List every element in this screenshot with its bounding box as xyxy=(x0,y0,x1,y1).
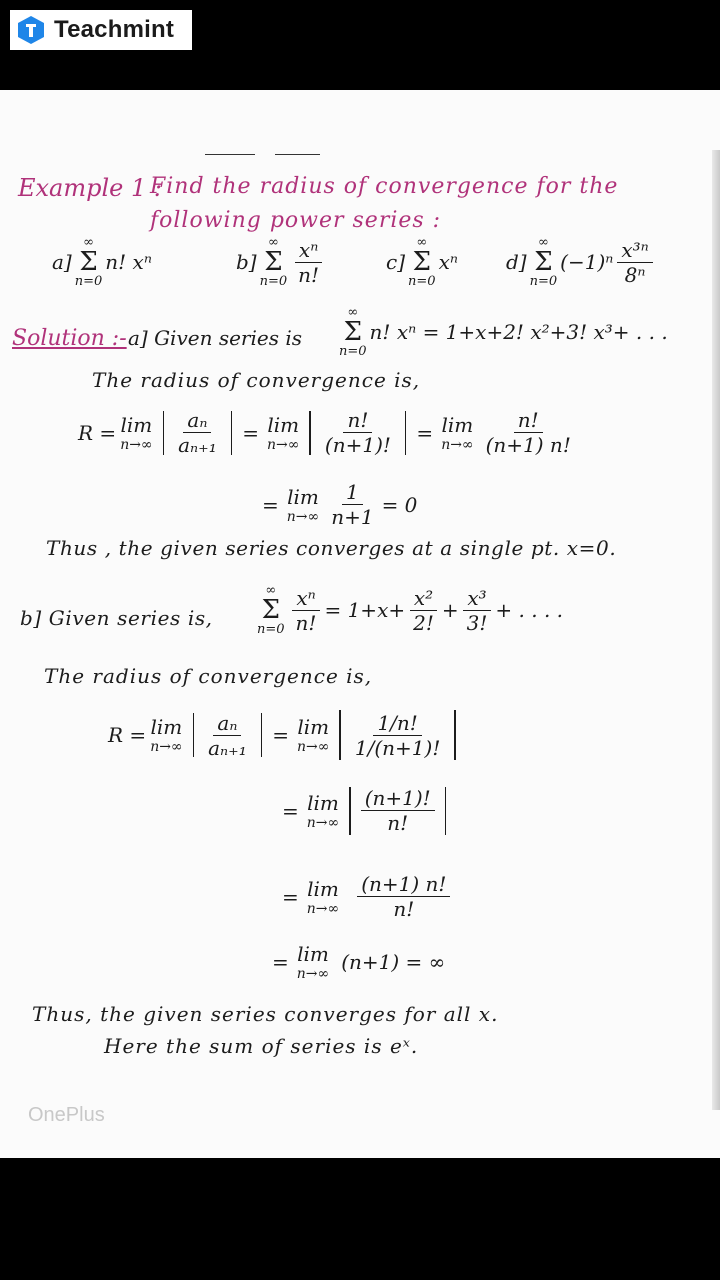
limit: lim n→∞ xyxy=(266,412,300,453)
fraction: $\frac{\text{aₙ}}{\text{aₙ₊₁}}$ xyxy=(178,408,217,457)
sigma-symbol: ∞ Σ n=0 xyxy=(259,235,288,289)
result: (n+1) = ∞ xyxy=(341,950,446,974)
limit: lim n→∞ xyxy=(296,942,330,982)
fraction: $\frac{\text{xⁿ}}{n!}$ xyxy=(294,238,323,287)
sum-note-b: Here the sum of series is eˣ. xyxy=(104,1034,419,1058)
fraction: $\frac{\text{aₙ}}{\text{aₙ₊₁}}$ xyxy=(208,710,247,760)
page-top-mark xyxy=(275,154,320,155)
fraction: $\frac{1}{n+1}$ xyxy=(331,480,374,529)
radius-step2-b: = lim n→∞ $\frac{(n+1)!}{n!}$ xyxy=(282,786,452,835)
radius-result-a: = lim n→∞ $\frac{1}{n+1}$ = 0 xyxy=(262,480,418,529)
fraction: $\frac{n!}{(n+1) n!}$ xyxy=(485,408,571,457)
notebook-page xyxy=(0,90,720,1158)
solution-a-intro: a] Given series is xyxy=(128,326,303,350)
page-top-mark xyxy=(205,154,255,155)
series-term: xⁿ xyxy=(438,250,458,274)
series-expansion: = 1+x+ xyxy=(324,598,406,622)
brand-name: Teachmint xyxy=(54,16,175,43)
radius-formula-a: R = lim n→∞ $\frac{\text{aₙ}}{\text{aₙ₊₁}}$ = lim n→∞ $\frac{n!}{(n+1)!}$ = lim n→∞ $\frac{n!}{(n+1) n!}$ xyxy=(78,408,579,457)
conclusion-b: Thus, the given series converges for all x. xyxy=(32,1002,499,1026)
r-equals: R = xyxy=(78,420,117,445)
limit: lim n→∞ xyxy=(306,790,340,831)
result: = 0 xyxy=(381,492,418,517)
fraction: $\frac{(n+1) n!}{n!}$ xyxy=(357,872,450,921)
series-term: (−1)ⁿ xyxy=(560,250,614,274)
r-equals: R = xyxy=(108,723,147,747)
top-bar xyxy=(0,0,720,90)
fraction: $\frac{\text{x²}}{2!}$ xyxy=(409,586,438,635)
conclusion-a: Thus , the given series converges at a single pt. x=0. xyxy=(46,536,617,560)
solution-a-series xyxy=(336,306,668,358)
limit: lim n→∞ xyxy=(150,715,183,755)
sigma-symbol: ∞ Σ n=0 xyxy=(408,235,436,289)
solution-label: Solution :- xyxy=(12,326,127,351)
radius-step3-b: = lim n→∞ $\frac{(n+1) n!}{n!}$ xyxy=(282,872,454,921)
teachmint-logo[interactable] xyxy=(10,10,192,50)
part-label: c] xyxy=(386,250,406,274)
sigma-symbol: ∞ Σ n=0 xyxy=(529,235,558,289)
example-prompt: Find the radius of convergence for the following power series : xyxy=(150,174,619,233)
series-a xyxy=(52,236,152,288)
fraction: $\frac{(n+1)!}{n!}$ xyxy=(361,786,435,835)
sigma-symbol: ∞ Σ n=0 xyxy=(339,305,367,359)
series-expansion: n! xⁿ = 1+x+2! x²+3! x³+ . . . xyxy=(369,320,668,344)
series-d xyxy=(506,236,657,288)
limit: lim n→∞ xyxy=(120,412,153,453)
radius-line-b: The radius of convergence is, xyxy=(44,664,373,688)
fraction: $\frac{\text{x³ⁿ}}{\text{8ⁿ}}$ xyxy=(617,238,652,287)
radius-formula-b: R = lim n→∞ $\frac{\text{aₙ}}{\text{aₙ₊₁}}$ = lim n→∞ $\frac{1/n!}{1/(n+1)!}$ xyxy=(108,710,462,760)
camera-watermark: OnePlus xyxy=(28,1104,105,1126)
bottom-bar xyxy=(0,1158,720,1280)
series-term: n! xⁿ xyxy=(105,250,152,274)
example-label: Example 1 : xyxy=(18,174,162,202)
radius-result-b: = lim n→∞ (n+1) = ∞ xyxy=(272,942,446,982)
limit: lim n→∞ xyxy=(306,876,340,917)
series-c xyxy=(386,236,458,288)
fraction: $\frac{1/n!}{1/(n+1)!}$ xyxy=(354,710,441,760)
part-label: d] xyxy=(506,250,527,274)
solution-b-intro: b] Given series is, xyxy=(20,606,213,630)
sigma-symbol: ∞ Σ n=0 xyxy=(257,583,285,637)
series-b xyxy=(236,236,327,288)
series-tail: + . . . . xyxy=(495,598,564,622)
fraction: $\frac{n!}{(n+1)!}$ xyxy=(324,408,391,457)
part-label: b] xyxy=(236,250,257,274)
teachmint-logo-icon xyxy=(16,15,46,45)
solution-b-series: ∞ Σ n=0 $\frac{\text{xⁿ}}{n!}$ = 1+x+ $\frac{\text{x²}}{2!}$ + $\frac{\text{x³}}{3!}$ + . . . . xyxy=(257,583,564,637)
limit: lim n→∞ xyxy=(286,484,320,525)
limit: lim n→∞ xyxy=(441,412,474,453)
part-label: a] xyxy=(52,250,72,274)
fraction: $\frac{\text{x³}}{3!}$ xyxy=(463,586,492,635)
page-edge xyxy=(712,150,720,1110)
fraction: $\frac{\text{xⁿ}}{n!}$ xyxy=(292,586,321,635)
radius-line-a: The radius of convergence is, xyxy=(92,368,421,392)
limit: lim n→∞ xyxy=(296,715,330,755)
sigma-symbol: ∞ Σ n=0 xyxy=(74,235,103,289)
